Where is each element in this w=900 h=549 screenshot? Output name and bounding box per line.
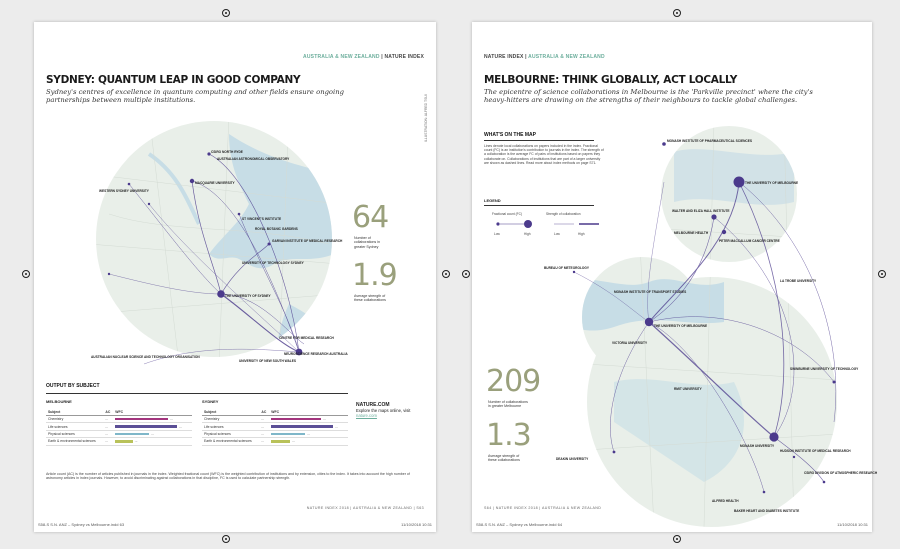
sydney-collaboration-map	[89, 114, 348, 364]
right-folio: S64 | NATURE INDEX 2018 | AUSTRALIA & NEW ZEALAND	[484, 506, 602, 510]
map-label: MONASH INSTITUTE OF TRANSPORT STUDIES	[614, 290, 687, 294]
whats-on-map-heading: WHAT'S ON THE MAP	[484, 132, 536, 138]
left-folio: NATURE INDEX 2018 | AUSTRALIA & NEW ZEALAND | S63	[306, 506, 424, 510]
table-row	[202, 438, 348, 445]
left-footnote: Article count (AC) is the number of articles published in journals in the index. Weighted fractional count (WFC) is the weighted contribution of institutions and by extension, cities to the index. It takes into account the high number of astronomy articles in index journals. However, to avoid discriminating against collaborations in that discipline, FC is used to calculate partnership strength.	[46, 472, 410, 481]
sydney-collaboration-strength: 1.9	[352, 258, 397, 293]
subject-cell: Life sciences	[46, 423, 103, 430]
legend-low: Low	[494, 232, 500, 236]
sydney-collaboration-count: 64	[352, 200, 389, 235]
left-kicker: AUSTRALIA & NEW ZEALAND | NATURE INDEX	[303, 54, 424, 60]
map-label: DEAKIN UNIVERSITY	[556, 457, 589, 461]
map-label: THE UNIVERSITY OF MELBOURNE	[654, 324, 708, 328]
wfc-value: ...	[169, 417, 173, 422]
wfc-cell	[269, 416, 348, 423]
map-label: VICTORIA UNIVERSITY	[612, 341, 648, 345]
wfc-value: ...	[307, 431, 311, 436]
legend-low-strength: Low	[554, 232, 560, 236]
left-side-credit: ILLUSTRATION: ALFRED TSUI	[424, 94, 428, 142]
map-label: ROYAL BOTANIC GARDENS	[255, 227, 298, 231]
subject-cell: Chemistry	[202, 416, 259, 423]
subject-cell: Earth & environmental sciences	[202, 438, 259, 445]
map-label: HUDSON INSTITUTE OF MEDICAL RESEARCH	[780, 449, 851, 453]
map-label: THE UNIVERSITY OF MELBOURNE	[745, 181, 799, 185]
nature-link-box	[356, 402, 416, 418]
melbourne-collaboration-strength-caption: Average strength of these collaborations	[488, 454, 520, 463]
col-header: AC	[103, 409, 113, 416]
wfc-cell	[269, 438, 348, 445]
map-label: THE UNIVERSITY OF SYDNEY	[225, 294, 271, 298]
table-row	[46, 416, 192, 423]
map-label: ST VINCENT'S INSTITUTE	[242, 217, 282, 221]
map-label: GARVAN INSTITUTE OF MEDICAL RESEARCH	[272, 239, 343, 243]
wfc-bar	[115, 433, 149, 435]
melbourne-collaboration-count: 209	[486, 364, 541, 399]
right-page-title: MELBOURNE: THINK GLOBALLY, ACT LOCALLY	[484, 74, 738, 86]
divider	[484, 140, 594, 141]
col-header: WFC	[113, 409, 192, 416]
wfc-bar	[271, 425, 333, 427]
table-row	[46, 423, 192, 430]
whats-on-map-text: Lines denote local collaborations on papers included in the index. Fractional count (FC) is an institution's contribution to journals in the index. The strength of a collaboration is the average FC of pairs of institutions based on papers they collaborate on. Collaborations of institutions that are part of a larger university are shown as dashed lines. Read more about index methods on page S71.	[484, 144, 604, 165]
map-label: MONASH INSTITUTE OF PHARMACEUTICAL SCIENCES	[667, 139, 752, 143]
right-page-melbourne	[472, 22, 878, 532]
nature-link-text: Explore the maps online, visit	[356, 408, 411, 413]
right-kicker: NATURE INDEX | AUSTRALIA & NEW ZEALAND	[484, 54, 605, 60]
sydney-collaboration-strength-caption: Average strength of these collaborations	[354, 294, 386, 303]
wfc-cell	[113, 416, 192, 423]
map-label: BUREAU OF METEOROLOGY	[544, 266, 589, 270]
left-slug-file: S58-S S.N. ANZ – Sydney vs Melbourne.indd 63	[38, 522, 125, 527]
wfc-value: ...	[322, 417, 326, 422]
map-label: MELBOURNE HEALTH	[674, 231, 709, 235]
wfc-value: ...	[291, 439, 295, 444]
map-label: CSIRO NORTH RYDE	[211, 150, 243, 154]
subject-cell: Chemistry	[46, 416, 103, 423]
wfc-cell	[113, 438, 192, 445]
wfc-value: ...	[335, 424, 339, 429]
right-slug-date: 11/10/2018 10:31	[837, 522, 868, 527]
wfc-bar	[271, 418, 321, 420]
registration-mark-icon	[222, 535, 230, 543]
legend-high: High	[524, 232, 531, 236]
map-label: ALFRED HEALTH	[712, 499, 739, 503]
ac-cell: ...	[259, 438, 269, 445]
subject-cell: Physical sciences	[202, 430, 259, 437]
map-label: RMIT UNIVERSITY	[674, 387, 702, 391]
legend-strength-label: Strength of collaboration	[546, 212, 581, 216]
registration-mark-icon	[462, 270, 470, 278]
melbourne-subject-table	[46, 409, 192, 446]
divider	[46, 393, 348, 394]
col-header: AC	[259, 409, 269, 416]
melbourne-collaboration-strength: 1.3	[486, 418, 531, 453]
map-label: UNIVERSITY OF TECHNOLOGY SYDNEY	[242, 261, 304, 265]
map-label: AUSTRALIAN NUCLEAR SCIENCE AND TECHNOLOGY ORGANISATION	[91, 355, 200, 359]
registration-mark-icon	[673, 535, 681, 543]
map-label: CSIRO DIVISION OF ATMOSPHERIC RESEARCH	[804, 471, 878, 475]
wfc-bar	[115, 425, 177, 427]
left-page-title: SYDNEY: QUANTUM LEAP IN GOOD COMPANY	[46, 74, 301, 86]
map-label: PETER MACCALLUM CANCER CENTRE	[719, 239, 780, 243]
map-label: SWINBURNE UNIVERSITY OF TECHNOLOGY	[790, 367, 859, 371]
legend-graphic	[484, 218, 604, 230]
divider	[484, 205, 594, 206]
wfc-cell	[113, 423, 192, 430]
legend-fc-label: Fractional count (FC)	[492, 212, 522, 216]
subject-cell: Life sciences	[202, 423, 259, 430]
map-label: MONASH UNIVERSITY	[740, 444, 775, 448]
ac-cell: ...	[259, 416, 269, 423]
legend-high-strength: High	[578, 232, 585, 236]
left-slug-date: 11/10/2018 10:31	[401, 522, 432, 527]
table-row	[202, 430, 348, 437]
table-row	[46, 438, 192, 445]
wfc-value: ...	[134, 439, 138, 444]
registration-mark-icon	[673, 9, 681, 17]
wfc-cell	[269, 423, 348, 430]
map-label: NEUROSCIENCE RESEARCH AUSTRALIA	[284, 352, 348, 356]
right-dek: The epicentre of science collaborations in Melbourne is the 'Parkville precinct' where the city's heavy-hitters are drawing on the strengths of their neighbours to tackle global challenges.	[484, 88, 813, 104]
map-label: AUSTRALIAN ASTRONOMICAL OBSERVATORY	[217, 157, 290, 161]
nature-link-title: NATURE.COM	[356, 402, 390, 408]
map-label: LA TROBE UNIVERSITY	[780, 279, 817, 283]
ac-cell: ...	[103, 438, 113, 445]
table-row	[202, 416, 348, 423]
sydney-collaboration-count-caption: Number of collaborations in greater Sydney	[354, 236, 380, 249]
ac-cell: ...	[259, 423, 269, 430]
sydney-table-label: SYDNEY	[202, 399, 219, 404]
table-row	[202, 423, 348, 430]
table-row	[46, 430, 192, 437]
map-label: UNIVERSITY OF NEW SOUTH WALES	[239, 359, 296, 363]
col-header: Subject	[202, 409, 259, 416]
wfc-bar	[271, 433, 305, 435]
wfc-value: ...	[151, 431, 155, 436]
wfc-bar	[271, 440, 290, 442]
right-slug-file: S58-S S.N. ANZ – Sydney vs Melbourne.indd 64	[476, 522, 563, 527]
ac-cell: ...	[259, 430, 269, 437]
nature-link-url[interactable]: nature.com	[356, 413, 377, 418]
map-label: BAKER HEART AND DIABETES INSTITUTE	[734, 509, 800, 513]
subject-cell: Physical sciences	[46, 430, 103, 437]
registration-mark-icon	[222, 9, 230, 17]
col-header: Subject	[46, 409, 103, 416]
wfc-bar	[115, 418, 168, 420]
wfc-value: ...	[179, 424, 183, 429]
wfc-cell	[113, 430, 192, 437]
map-label: WALTER AND ELIZA HALL INSTITUTE	[672, 209, 730, 213]
output-by-subject-heading: OUTPUT BY SUBJECT	[46, 383, 100, 389]
map-label: WESTERN SYDNEY UNIVERSITY	[99, 189, 149, 193]
melbourne-collaboration-count-caption: Number of collaborations in greater Melbourne	[488, 400, 528, 409]
col-header: WFC	[269, 409, 348, 416]
wfc-cell	[269, 430, 348, 437]
registration-mark-icon	[878, 270, 886, 278]
ac-cell: ...	[103, 423, 113, 430]
registration-mark-icon	[442, 270, 450, 278]
registration-mark-icon	[22, 270, 30, 278]
wfc-bar	[115, 440, 132, 442]
subject-cell: Earth & environmental sciences	[46, 438, 103, 445]
legend-heading: LEGEND	[484, 198, 501, 203]
melbourne-table-label: MELBOURNE	[46, 399, 72, 404]
left-dek: Sydney's centres of excellence in quantum computing and other fields ensure ongoing partnerships between multiple institutions.	[46, 88, 344, 104]
left-page-sydney	[34, 22, 436, 532]
ac-cell: ...	[103, 416, 113, 423]
map-label: MACQUARIE UNIVERSITY	[195, 181, 235, 185]
sydney-subject-table	[202, 409, 348, 446]
ac-cell: ...	[103, 430, 113, 437]
map-label: CENTRE FOR MEDICAL RESEARCH	[279, 336, 334, 340]
